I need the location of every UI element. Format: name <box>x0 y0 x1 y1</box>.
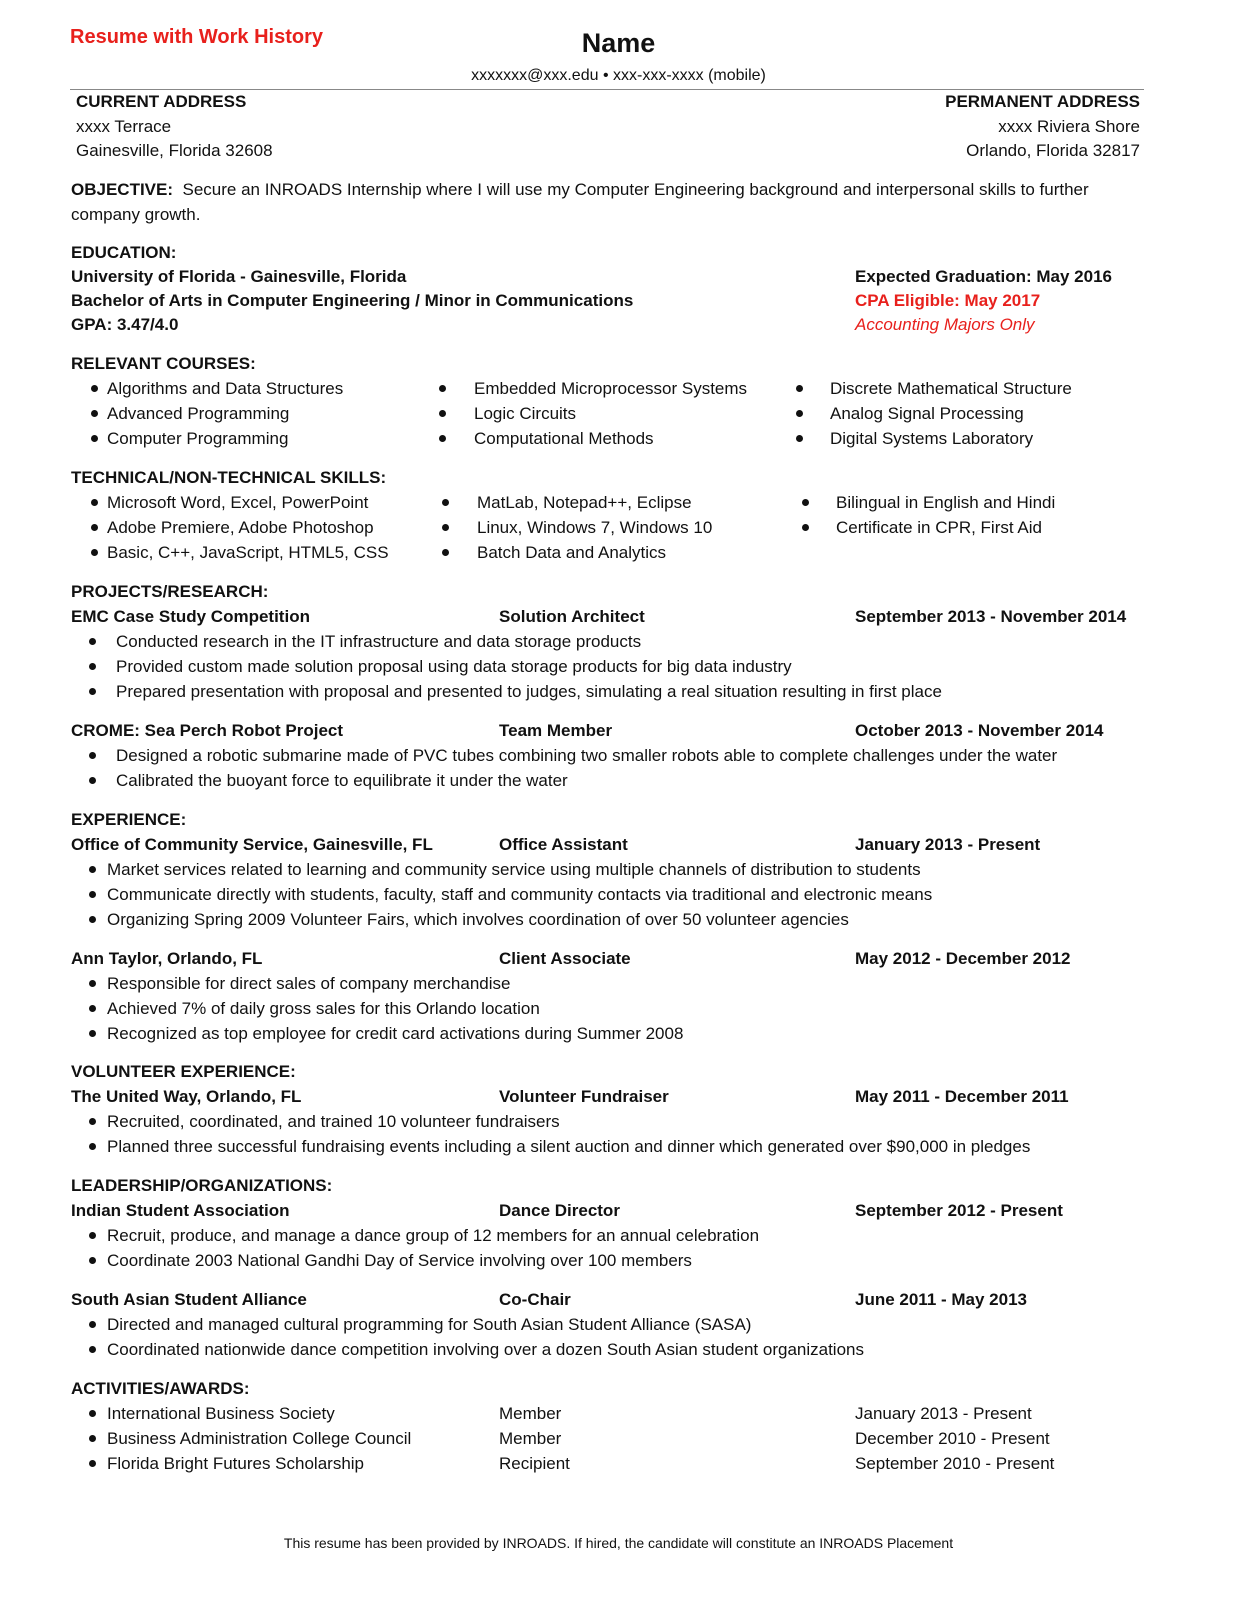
skills-item: Basic, C++, JavaScript, HTML5, CSS <box>107 543 389 562</box>
bullet-icon <box>89 638 96 645</box>
contact-line: xxxxxxx@xxx.edu • xxx-xxx-xxxx (mobile) <box>471 67 766 84</box>
candidate-name: Name <box>581 28 656 58</box>
bullet-icon <box>89 1143 96 1150</box>
objective <box>71 177 1143 227</box>
bullet-icon <box>439 410 446 417</box>
volunteer-heading: VOLUNTEER EXPERIENCE: <box>71 1062 296 1081</box>
activity-name: Florida Bright Futures Scholarship <box>107 1454 365 1473</box>
projects-bullet: Calibrated the buoyant force to equilibrate it under the water <box>116 771 568 790</box>
bullet-icon <box>442 524 449 531</box>
education-school: University of Florida - Gainesville, Florida <box>71 267 407 286</box>
experience-bullet: Recognized as top employee for credit card activations during Summer 2008 <box>107 1024 684 1043</box>
bullet-icon <box>442 549 449 556</box>
bullet-icon <box>89 777 96 784</box>
experience-org: Ann Taylor, Orlando, FL <box>71 949 263 968</box>
experience-bullet: Responsible for direct sales of company merchandise <box>107 974 511 993</box>
experience-bullet: Communicate directly with students, faculty, staff and community contacts via traditional and electronic means <box>107 885 933 904</box>
objective-label: OBJECTIVE: <box>71 180 174 199</box>
experience-org: Office of Community Service, Gainesville, FL <box>71 835 433 854</box>
bullet-icon <box>89 1410 96 1417</box>
bullet-icon <box>89 1005 96 1012</box>
objective-text: Secure an INROADS Internship where I will use my Computer Engineering background and interpersonal skills to further company growth. <box>71 180 1089 224</box>
bullet-icon <box>91 435 98 442</box>
courses-item: Algorithms and Data Structures <box>107 379 344 398</box>
bullet-icon <box>89 1321 96 1328</box>
projects-heading: PROJECTS/RESEARCH: <box>71 582 269 601</box>
courses-item: Analog Signal Processing <box>830 404 1024 423</box>
volunteer-role: Volunteer Fundraiser <box>499 1087 669 1106</box>
leadership-org: Indian Student Association <box>71 1201 290 1220</box>
skills-heading: TECHNICAL/NON-TECHNICAL SKILLS: <box>71 468 387 487</box>
leadership-org: South Asian Student Alliance <box>71 1290 307 1309</box>
bullet-icon <box>89 891 96 898</box>
education-graduation: Expected Graduation: May 2016 <box>855 267 1112 286</box>
bullet-icon <box>796 385 803 392</box>
education-gpa: GPA: 3.47/4.0 <box>71 315 179 334</box>
experience-bullet: Achieved 7% of daily gross sales for this Orlando location <box>107 999 540 1018</box>
activity-dates: January 2013 - Present <box>855 1404 1032 1423</box>
bullet-icon <box>802 499 809 506</box>
bullet-icon <box>439 435 446 442</box>
projects-bullet: Designed a robotic submarine made of PVC tubes combining two smaller robots able to complete challenges under the water <box>116 746 1058 765</box>
courses-item: Logic Circuits <box>474 404 577 423</box>
bullet-icon <box>91 549 98 556</box>
bullet-icon <box>802 524 809 531</box>
courses-item: Digital Systems Laboratory <box>830 429 1034 448</box>
bullet-icon <box>89 752 96 759</box>
education-cpa: CPA Eligible: May 2017 <box>855 291 1041 310</box>
activity-dates: December 2010 - Present <box>855 1429 1050 1448</box>
volunteer-bullet: Recruited, coordinated, and trained 10 volunteer fundraisers <box>107 1112 560 1131</box>
current-address-line1: xxxx Terrace <box>76 117 172 136</box>
resume-type-label: Resume with Work History <box>70 26 324 48</box>
activity-dates: September 2010 - Present <box>855 1454 1055 1473</box>
skills-item: Batch Data and Analytics <box>477 543 667 562</box>
courses-heading: RELEVANT COURSES: <box>71 354 256 373</box>
education-cpa-note: Accounting Majors Only <box>855 315 1035 334</box>
experience-bullet: Organizing Spring 2009 Volunteer Fairs, which involves coordination of over 50 volunteer agencies <box>107 910 849 929</box>
leadership-bullet: Coordinated nationwide dance competition involving over a dozen South Asian student organizations <box>107 1340 864 1359</box>
permanent-address-label: PERMANENT ADDRESS <box>945 92 1140 111</box>
bullet-icon <box>89 866 96 873</box>
leadership-bullet: Coordinate 2003 National Gandhi Day of Service involving over 100 members <box>107 1251 692 1270</box>
projects-org: EMC Case Study Competition <box>71 607 310 626</box>
bullet-icon <box>439 385 446 392</box>
experience-role: Office Assistant <box>499 835 628 854</box>
bullet-icon <box>89 980 96 987</box>
bullet-icon <box>89 1435 96 1442</box>
skills-item: MatLab, Notepad++, Eclipse <box>477 493 692 512</box>
bullet-icon <box>89 1257 96 1264</box>
experience-dates: January 2013 - Present <box>855 835 1041 854</box>
bullet-icon <box>89 1460 96 1467</box>
bullet-icon <box>91 410 98 417</box>
leadership-dates: September 2012 - Present <box>855 1201 1063 1220</box>
experience-role: Client Associate <box>499 949 631 968</box>
current-address-line2: Gainesville, Florida 32608 <box>76 141 273 160</box>
volunteer-org: The United Way, Orlando, FL <box>71 1087 302 1106</box>
projects-dates: October 2013 - November 2014 <box>855 721 1104 740</box>
projects-bullet: Provided custom made solution proposal using data storage products for big data industry <box>116 657 792 676</box>
activity-role: Member <box>499 1429 562 1448</box>
activities-heading: ACTIVITIES/AWARDS: <box>71 1379 250 1398</box>
permanent-address-line2: Orlando, Florida 32817 <box>966 141 1140 160</box>
bullet-icon <box>91 524 98 531</box>
skills-item: Bilingual in English and Hindi <box>836 493 1056 512</box>
leadership-dates: June 2011 - May 2013 <box>855 1290 1028 1309</box>
experience-heading: EXPERIENCE: <box>71 810 187 829</box>
bullet-icon <box>796 435 803 442</box>
bullet-icon <box>89 916 96 923</box>
current-address-label: CURRENT ADDRESS <box>76 92 247 111</box>
education-degree: Bachelor of Arts in Computer Engineering / Minor in Communications <box>71 291 634 310</box>
skills-item: Linux, Windows 7, Windows 10 <box>477 518 713 537</box>
skills-item: Microsoft Word, Excel, PowerPoint <box>107 493 369 512</box>
bullet-icon <box>89 1118 96 1125</box>
skills-item: Certificate in CPR, First Aid <box>836 518 1042 537</box>
bullet-icon <box>442 499 449 506</box>
leadership-role: Co-Chair <box>499 1290 571 1309</box>
bullet-icon <box>89 688 96 695</box>
activity-name: Business Administration College Council <box>107 1429 412 1448</box>
bullet-icon <box>89 1232 96 1239</box>
leadership-bullet: Directed and managed cultural programming for South Asian Student Alliance (SASA) <box>107 1315 752 1334</box>
footer-note: This resume has been provided by INROADS. If hired, the candidate will constitute an INROADS Placement <box>283 1535 954 1551</box>
courses-item: Computational Methods <box>474 429 654 448</box>
leadership-heading: LEADERSHIP/ORGANIZATIONS: <box>71 1176 333 1195</box>
education-heading: EDUCATION: <box>71 243 177 262</box>
volunteer-bullet: Planned three successful fundraising events including a silent auction and dinner which generated over $90,000 in pledges <box>107 1137 1031 1156</box>
courses-item: Advanced Programming <box>107 404 290 423</box>
volunteer-dates: May 2011 - December 2011 <box>855 1087 1069 1106</box>
courses-item: Discrete Mathematical Structure <box>830 379 1072 398</box>
bullet-icon <box>796 410 803 417</box>
bullet-icon <box>91 385 98 392</box>
projects-dates: September 2013 - November 2014 <box>855 607 1127 626</box>
bullet-icon <box>91 499 98 506</box>
bullet-icon <box>89 1346 96 1353</box>
activity-role: Recipient <box>499 1454 570 1473</box>
courses-item: Computer Programming <box>107 429 289 448</box>
leadership-bullet: Recruit, produce, and manage a dance group of 12 members for an annual celebration <box>107 1226 760 1245</box>
experience-bullet: Market services related to learning and community service using multiple channels of distribution to students <box>107 860 921 879</box>
leadership-role: Dance Director <box>499 1201 620 1220</box>
skills-item: Adobe Premiere, Adobe Photoshop <box>107 518 374 537</box>
projects-bullet: Prepared presentation with proposal and presented to judges, simulating a real situation resulting in first place <box>116 682 942 701</box>
projects-role: Team Member <box>499 721 613 740</box>
activity-name: International Business Society <box>107 1404 335 1423</box>
projects-role: Solution Architect <box>499 607 645 626</box>
experience-dates: May 2012 - December 2012 <box>855 949 1071 968</box>
bullet-icon <box>89 1030 96 1037</box>
projects-org: CROME: Sea Perch Robot Project <box>71 721 344 740</box>
projects-bullet: Conducted research in the IT infrastructure and data storage products <box>116 632 642 651</box>
permanent-address-line1: xxxx Riviera Shore <box>998 117 1140 136</box>
courses-item: Embedded Microprocessor Systems <box>474 379 748 398</box>
bullet-icon <box>89 663 96 670</box>
activity-role: Member <box>499 1404 562 1423</box>
